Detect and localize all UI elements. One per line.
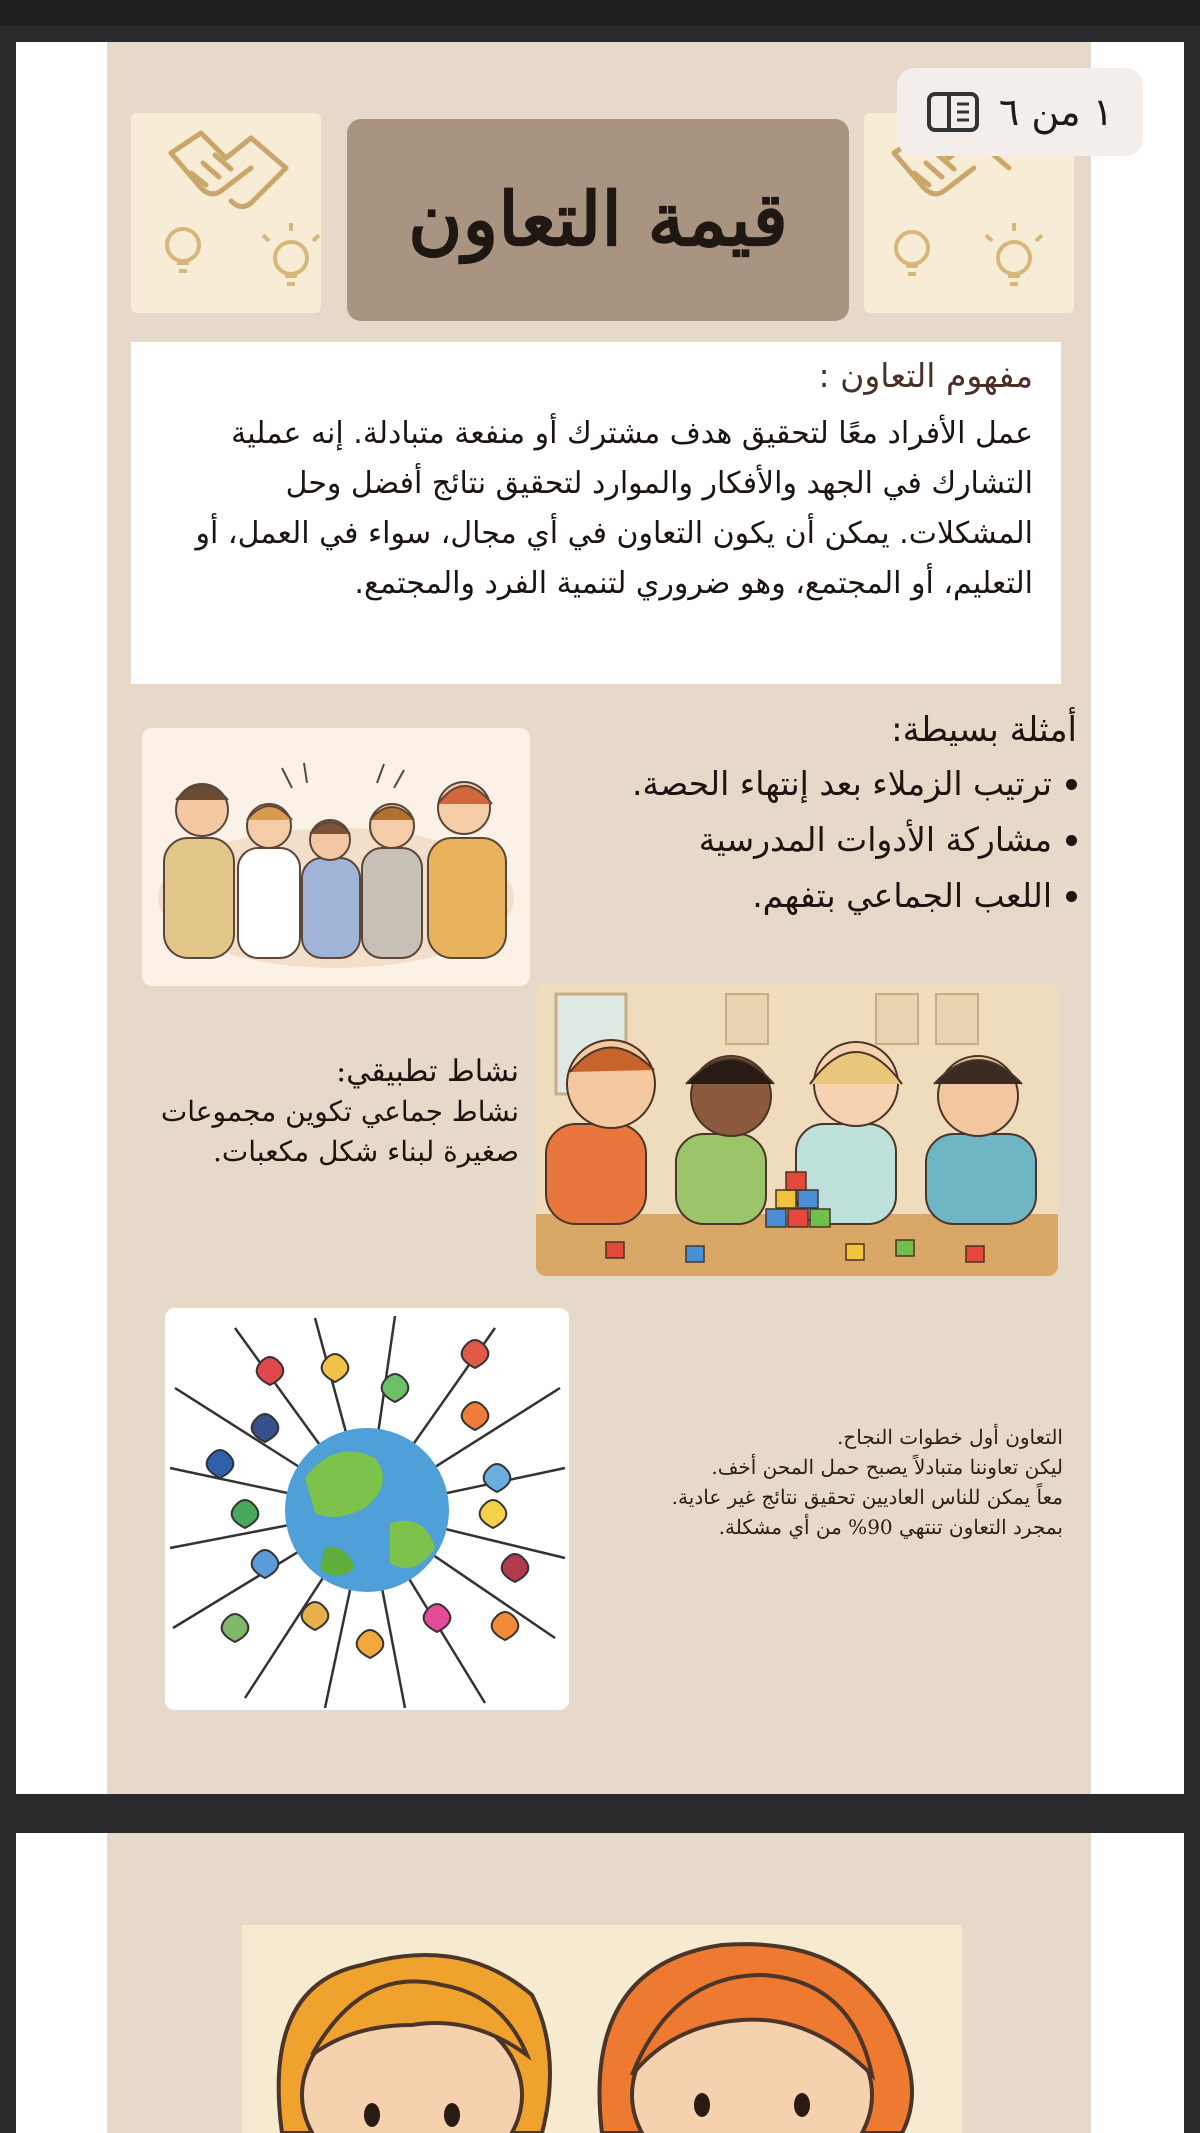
list-item: اللعب الجماعي بتفهم. — [532, 868, 1077, 924]
book-pages-icon — [927, 92, 979, 132]
two-children-image — [242, 1925, 962, 2133]
header-decoration-left — [131, 113, 321, 313]
quote-line: معاً يمكن للناس العاديين تحقيق نتائج غير عادية. — [671, 1485, 1063, 1509]
activity-section — [127, 1052, 519, 1172]
quote-line: التعاون أول خطوات النجاح. — [836, 1425, 1063, 1449]
handshake-icon — [171, 133, 286, 207]
bullet-icon — [1066, 891, 1077, 902]
top-bar — [0, 0, 1200, 26]
examples-heading: أمثلة بسيطة: — [891, 710, 1077, 750]
children-blocks-image — [536, 984, 1058, 1276]
examples-list — [532, 756, 1077, 924]
activity-heading: نشاط تطبيقي: — [336, 1054, 519, 1089]
document-page-2 — [16, 1833, 1184, 2133]
page-number-label: ١ من ٦ — [998, 90, 1114, 134]
page-content — [107, 1833, 1091, 2133]
quotes-section — [583, 1422, 1063, 1542]
bullet-icon — [1066, 779, 1077, 790]
activity-body: نشاط جماعي تكوين مجموعات صغيرة لبناء شكل مكعبات. — [160, 1095, 519, 1168]
page-title: قيمة التعاون — [408, 177, 788, 263]
list-item: ترتيب الزملاء بعد إنتهاء الحصة. — [532, 756, 1077, 812]
team-hug-image — [142, 728, 530, 986]
page-content — [107, 42, 1091, 1794]
page-indicator[interactable] — [897, 68, 1143, 156]
examples-section — [532, 710, 1077, 924]
bullet-icon — [1066, 835, 1077, 846]
document-page-1 — [16, 42, 1184, 1794]
quote-line: ليكن تعاوننا متبادلاً يصبح حمل المحن أخف. — [711, 1455, 1063, 1479]
title-banner — [347, 119, 849, 321]
lightbulb-icon — [896, 223, 1042, 284]
list-item: مشاركة الأدوات المدرسية — [532, 812, 1077, 868]
concept-body: عمل الأفراد معًا لتحقيق هدف مشترك أو منفعة متبادلة. إنه عملية التشارك في الجهد والأفكار والموارد لتحقيق نتائج أفضل وحل المشكلات. يمكن أن يكون التعاون في أي مجال، سواء في العمل، أو التعليم، أو المجتمع، وهو ضروري لتنمية الفرد والمجتمع. — [195, 416, 1033, 601]
concept-box — [131, 342, 1061, 684]
hands-globe-image — [165, 1308, 569, 1710]
concept-heading: مفهوم التعاون : — [818, 356, 1033, 395]
lightbulb-icon — [167, 223, 319, 284]
quote-line: بمجرد التعاون تنتهي 90% من أي مشكلة. — [718, 1515, 1063, 1539]
